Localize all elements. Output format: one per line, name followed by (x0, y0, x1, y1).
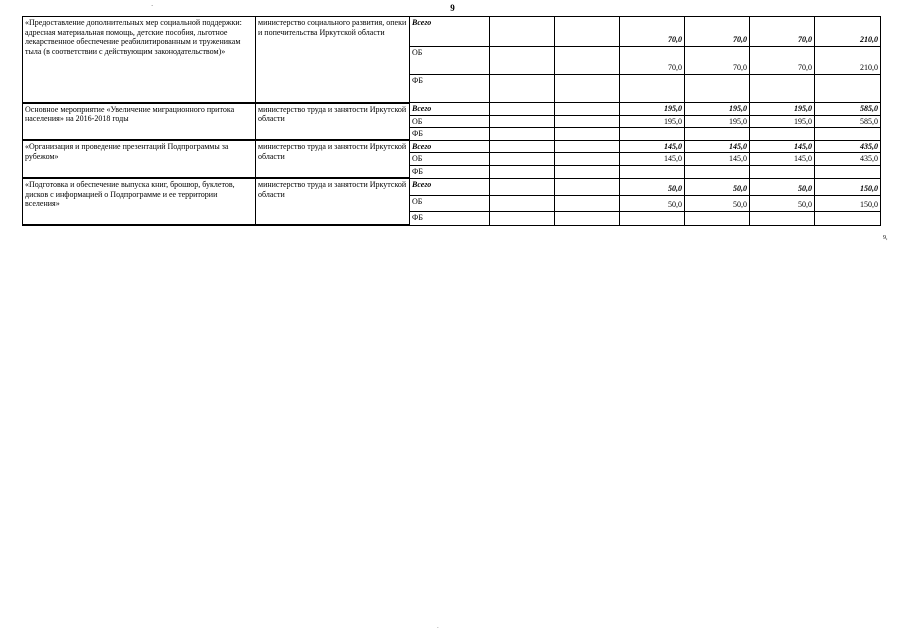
total-value: 150,0 (815, 195, 881, 211)
funding-source-label: Всего (410, 140, 490, 153)
empty-cell (490, 165, 555, 178)
empty-cell (490, 211, 555, 225)
executor-name: министерство социального развития, опеки и попечительства Иркутской области (256, 17, 410, 103)
funding-source-label: ФБ (410, 75, 490, 103)
empty-cell (555, 17, 620, 47)
empty-cell (555, 47, 620, 75)
table-row (23, 140, 881, 153)
executor-name: министерство труда и занятости Иркутской области (256, 178, 410, 225)
year-value: 70,0 (750, 17, 815, 47)
empty-cell (555, 75, 620, 103)
total-value: 210,0 (815, 17, 881, 47)
empty-cell (490, 47, 555, 75)
funding-source-label: ОБ (410, 195, 490, 211)
year-value: 70,0 (685, 17, 750, 47)
year-value (750, 165, 815, 178)
empty-cell (490, 195, 555, 211)
funding-source-label: ОБ (410, 47, 490, 75)
funding-source-label: ФБ (410, 211, 490, 225)
funding-source-label: ОБ (410, 153, 490, 166)
year-value: 195,0 (620, 103, 685, 116)
total-value: 435,0 (815, 140, 881, 153)
funding-source-label: ФБ (410, 165, 490, 178)
year-value: 195,0 (685, 103, 750, 116)
year-value (620, 75, 685, 103)
executor-name: министерство труда и занятости Иркутской области (256, 103, 410, 141)
year-value: 195,0 (620, 115, 685, 128)
year-value (620, 128, 685, 141)
margin-mark: 9, (883, 235, 888, 241)
funding-source-label: Всего (410, 17, 490, 47)
table-row (23, 103, 881, 116)
year-value (685, 165, 750, 178)
empty-cell (555, 153, 620, 166)
year-value: 50,0 (685, 178, 750, 195)
year-value: 50,0 (620, 195, 685, 211)
total-value: 210,0 (815, 47, 881, 75)
empty-cell (490, 115, 555, 128)
year-value (750, 211, 815, 225)
total-value: 585,0 (815, 103, 881, 116)
empty-cell (490, 103, 555, 116)
year-value (750, 75, 815, 103)
event-name: Основное мероприятие «Увеличение миграционного притока населения» на 2016-2018 годы (23, 103, 256, 141)
empty-cell (490, 128, 555, 141)
total-value (815, 75, 881, 103)
tick-mark: ` (151, 4, 154, 12)
year-value: 70,0 (620, 17, 685, 47)
event-name: «Подготовка и обеспечение выпуска книг, брошюр, буклетов, дисков с информацией о Подпрограмме и ее территории вселения» (23, 178, 256, 225)
empty-cell (555, 115, 620, 128)
empty-cell (490, 17, 555, 47)
year-value (620, 165, 685, 178)
year-value: 50,0 (750, 178, 815, 195)
table-row (23, 178, 881, 195)
program-table (22, 16, 881, 226)
empty-cell (490, 178, 555, 195)
year-value: 50,0 (750, 195, 815, 211)
year-value: 70,0 (750, 47, 815, 75)
executor-name: министерство труда и занятости Иркутской области (256, 140, 410, 178)
empty-cell (555, 195, 620, 211)
table-row (23, 17, 881, 47)
year-value (750, 128, 815, 141)
empty-cell (555, 103, 620, 116)
empty-cell (555, 140, 620, 153)
empty-cell (490, 153, 555, 166)
empty-cell (555, 165, 620, 178)
year-value: 195,0 (685, 115, 750, 128)
empty-cell (555, 128, 620, 141)
total-value: 585,0 (815, 115, 881, 128)
empty-cell (555, 178, 620, 195)
year-value: 145,0 (620, 153, 685, 166)
total-value (815, 128, 881, 141)
event-name: «Предоставление дополнительных мер социальной поддержки: адресная материальная помощь, детские пособия, льготное лекарственное обеспечение реабилитированным и труженикам тыла (в соответствии с действующим законодательством)» (23, 17, 256, 103)
year-value: 50,0 (685, 195, 750, 211)
funding-source-label: Всего (410, 178, 490, 195)
year-value (685, 75, 750, 103)
empty-cell (490, 140, 555, 153)
page-number: 9 (450, 3, 455, 13)
year-value (620, 211, 685, 225)
year-value: 145,0 (620, 140, 685, 153)
year-value: 195,0 (750, 115, 815, 128)
year-value: 145,0 (685, 153, 750, 166)
year-value: 70,0 (685, 47, 750, 75)
funding-source-label: ОБ (410, 115, 490, 128)
year-value: 70,0 (620, 47, 685, 75)
funding-source-label: Всего (410, 103, 490, 116)
empty-cell (490, 75, 555, 103)
event-name: «Организация и проведение презентаций Подпрограммы за рубежом» (23, 140, 256, 178)
year-value (685, 128, 750, 141)
year-value: 145,0 (750, 140, 815, 153)
year-value: 195,0 (750, 103, 815, 116)
total-value (815, 211, 881, 225)
year-value: 145,0 (685, 140, 750, 153)
total-value: 435,0 (815, 153, 881, 166)
year-value: 145,0 (750, 153, 815, 166)
total-value (815, 165, 881, 178)
year-value: 50,0 (620, 178, 685, 195)
total-value: 150,0 (815, 178, 881, 195)
empty-cell (555, 211, 620, 225)
funding-source-label: ФБ (410, 128, 490, 141)
year-value (685, 211, 750, 225)
footer-mark: . (437, 622, 439, 630)
